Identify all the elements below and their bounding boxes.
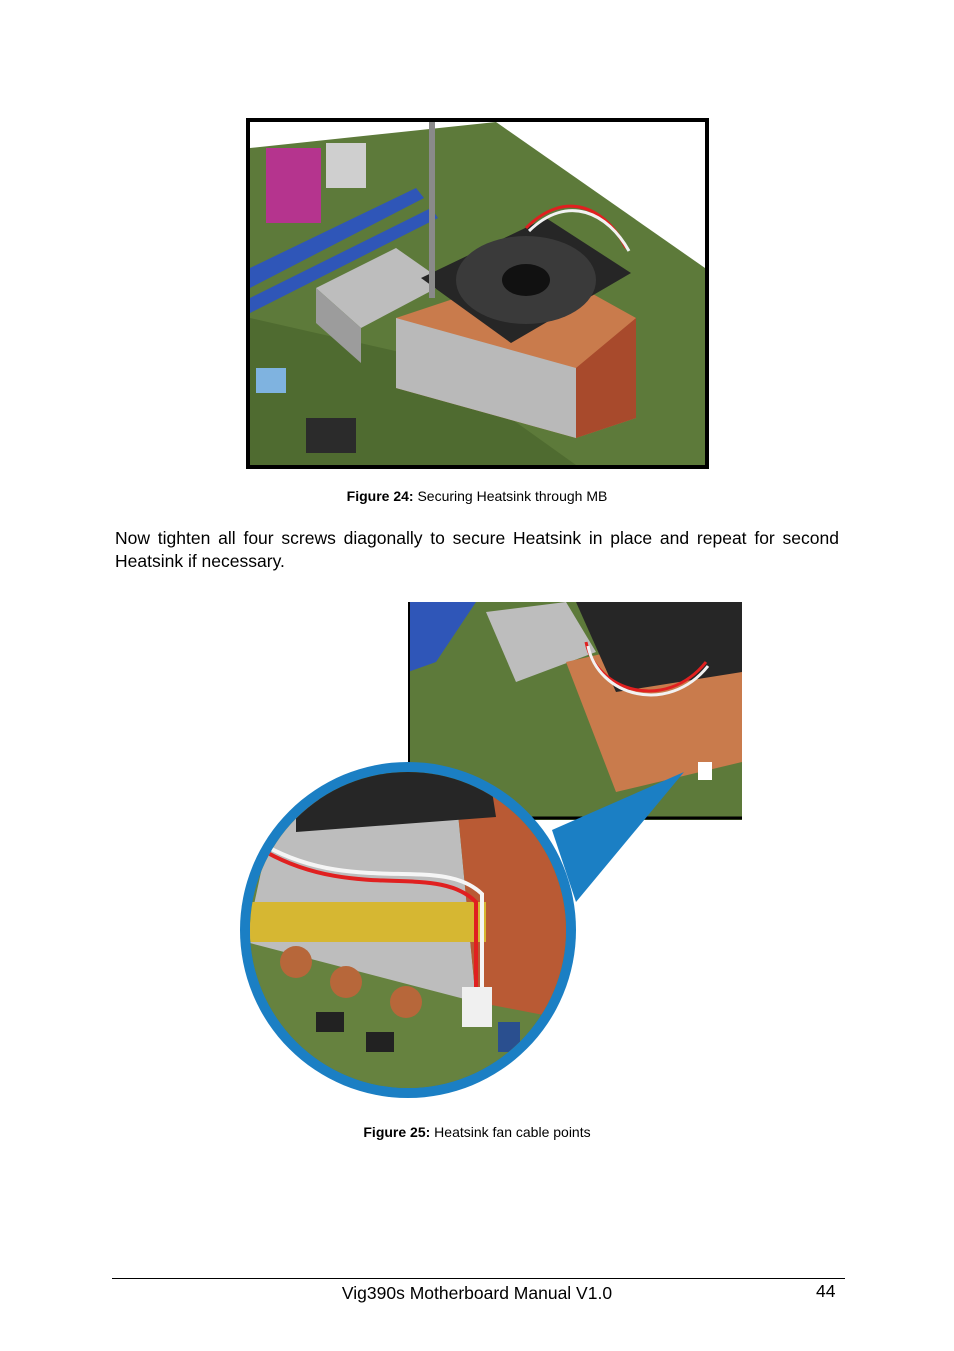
figure-25-text: Heatsink fan cable points (434, 1124, 591, 1140)
figure-25-caption (0, 1124, 954, 1140)
figure-24-caption (0, 488, 954, 504)
body-paragraph: Now tighten all four screws diagonally to secure Heatsink in place and repeat for second Heatsink if necessary. (115, 528, 839, 571)
footer-divider (112, 1278, 845, 1279)
page-number: 44 (816, 1281, 836, 1301)
footer-title: Vig390s Motherboard Manual V1.0 (341, 1283, 613, 1303)
figure-25-photo (236, 602, 744, 1102)
figure-24-label: Figure 24: (346, 488, 414, 504)
figure-24-text: Securing Heatsink through MB (417, 488, 608, 504)
figure-24-photo (246, 118, 709, 469)
figure-25-label: Figure 25: (363, 1124, 431, 1140)
